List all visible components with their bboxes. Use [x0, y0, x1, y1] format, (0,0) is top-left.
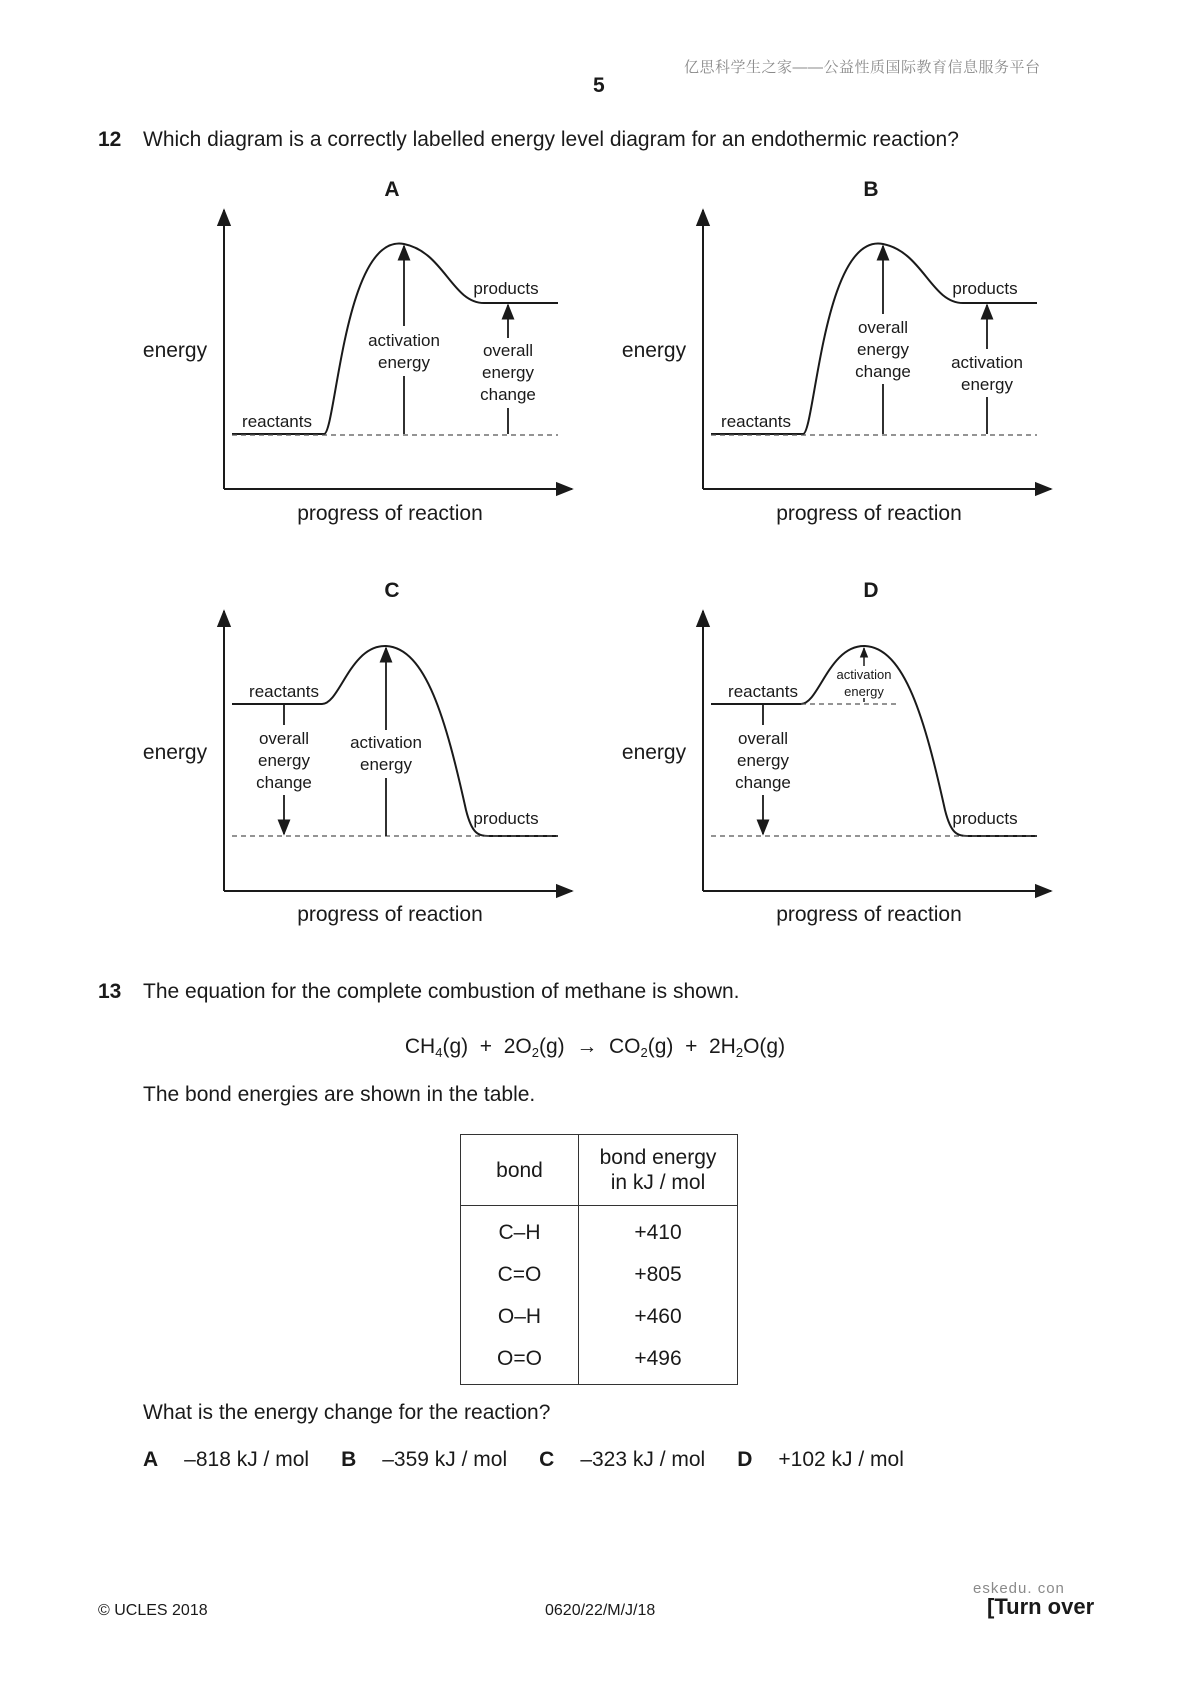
bond-energy-table: [460, 1134, 738, 1385]
diagram-d-reactants-label: reactants: [728, 682, 798, 701]
copyright: © UCLES 2018: [98, 1602, 208, 1619]
diagram-c-side-label-1: overall: [258, 729, 310, 748]
diagram-d-mid-label-1: activation: [836, 667, 892, 682]
diagram-c-reactants-label: reactants: [249, 682, 319, 701]
diagram-b-reactants-label: reactants: [721, 412, 791, 431]
energy-cell: +805: [579, 1254, 738, 1296]
diagram-c-letter: C: [384, 579, 400, 602]
diagram-b-mid-label-3: change: [855, 362, 911, 381]
diagram-a-side-label-1: overall: [482, 341, 534, 360]
answer-options: [143, 1448, 904, 1472]
option-c[interactable]: C –323 kJ / mol: [539, 1448, 706, 1471]
energy-cell: +460: [579, 1296, 738, 1338]
diagram-b-x-label: progress of reaction: [776, 502, 962, 525]
footer-watermark: eskedu. con: [973, 1580, 1065, 1597]
page-number: 5: [593, 74, 605, 97]
diagram-a: [143, 178, 572, 525]
diagram-d-y-label: energy: [621, 741, 687, 764]
turn-over: [Turn over: [987, 1594, 1095, 1619]
bond-cell: C=O: [461, 1254, 579, 1296]
combustion-equation: $CH_4(g) + 2O_2(g) \to CO_2(g) + 2H_2O(g)$: [404, 1035, 786, 1060]
diagram-d-products-label: products: [952, 809, 1018, 828]
diagram-a-x-label: progress of reaction: [297, 502, 483, 525]
question-12-number: 12: [98, 128, 122, 151]
option-a[interactable]: A –818 kJ / mol: [143, 1448, 310, 1471]
bond-cell: O–H: [461, 1296, 579, 1338]
diagram-a-reactants-label: reactants: [242, 412, 312, 431]
diagram-c-x-label: progress of reaction: [297, 903, 483, 926]
diagram-b-side-label-1: activation: [951, 353, 1023, 372]
diagram-b-mid-label-2: energy: [857, 340, 909, 359]
diagram-c-side-label-3: change: [256, 773, 312, 792]
table-row: [461, 1254, 738, 1296]
diagram-c-y-label: energy: [142, 741, 208, 764]
diagram-b-letter: B: [863, 178, 879, 201]
diagram-a-mid-label-1: activation: [368, 331, 440, 350]
diagram-c-side-label-2: energy: [258, 751, 310, 770]
table-row: [461, 1338, 738, 1385]
table-intro: The bond energies are shown in the table.: [143, 1083, 536, 1106]
diagram-a-side-label-2: energy: [482, 363, 534, 382]
diagram-b-side-label-2: energy: [961, 375, 1013, 394]
diagram-c: [143, 579, 572, 926]
diagram-d-side-label-2: energy: [737, 751, 789, 770]
table-row: [461, 1296, 738, 1338]
diagram-c-mid-label-1: activation: [350, 733, 422, 752]
diagram-d-letter: D: [863, 579, 879, 602]
question-13-prompt: What is the energy change for the reaction?: [143, 1401, 551, 1424]
diagram-a-letter: A: [384, 178, 400, 201]
question-13-text: The equation for the complete combustion of methane is shown.: [143, 980, 740, 1003]
option-d[interactable]: D +102 kJ / mol: [737, 1448, 904, 1471]
diagram-a-mid-label-2: energy: [378, 353, 430, 372]
diagram-b-y-label: energy: [621, 339, 687, 362]
diagram-d-x-label: progress of reaction: [776, 903, 962, 926]
table-header-bond: bond: [461, 1135, 579, 1206]
question-13-number: 13: [98, 980, 122, 1003]
diagram-d-mid-label-2: energy: [844, 684, 884, 699]
diagram-b-products-label: products: [952, 279, 1018, 298]
paper-code: 0620/22/M/J/18: [545, 1602, 656, 1619]
diagram-a-side-label-3: change: [480, 385, 536, 404]
diagram-c-mid-label-2: energy: [360, 755, 412, 774]
diagram-a-products-label: products: [473, 279, 539, 298]
diagram-c-products-label: products: [473, 809, 539, 828]
diagram-d: [622, 579, 1051, 926]
bond-cell: C–H: [461, 1206, 579, 1255]
table-header-energy: bond energy in kJ / mol: [579, 1135, 738, 1206]
energy-cell: +410: [579, 1206, 738, 1255]
diagram-b: [622, 178, 1051, 525]
question-12-text: Which diagram is a correctly labelled energy level diagram for an endothermic reaction?: [143, 128, 959, 151]
diagram-d-side-label-1: overall: [737, 729, 789, 748]
table-row: [461, 1206, 738, 1255]
diagram-b-mid-label-1: overall: [857, 318, 909, 337]
diagram-a-y-label: energy: [142, 339, 208, 362]
option-b[interactable]: B –359 kJ / mol: [341, 1448, 508, 1471]
bond-cell: O=O: [461, 1338, 579, 1385]
energy-cell: +496: [579, 1338, 738, 1385]
diagram-d-side-label-3: change: [735, 773, 791, 792]
header-watermark: 亿思科学生之家——公益性质国际教育信息服务平台: [684, 59, 1041, 76]
